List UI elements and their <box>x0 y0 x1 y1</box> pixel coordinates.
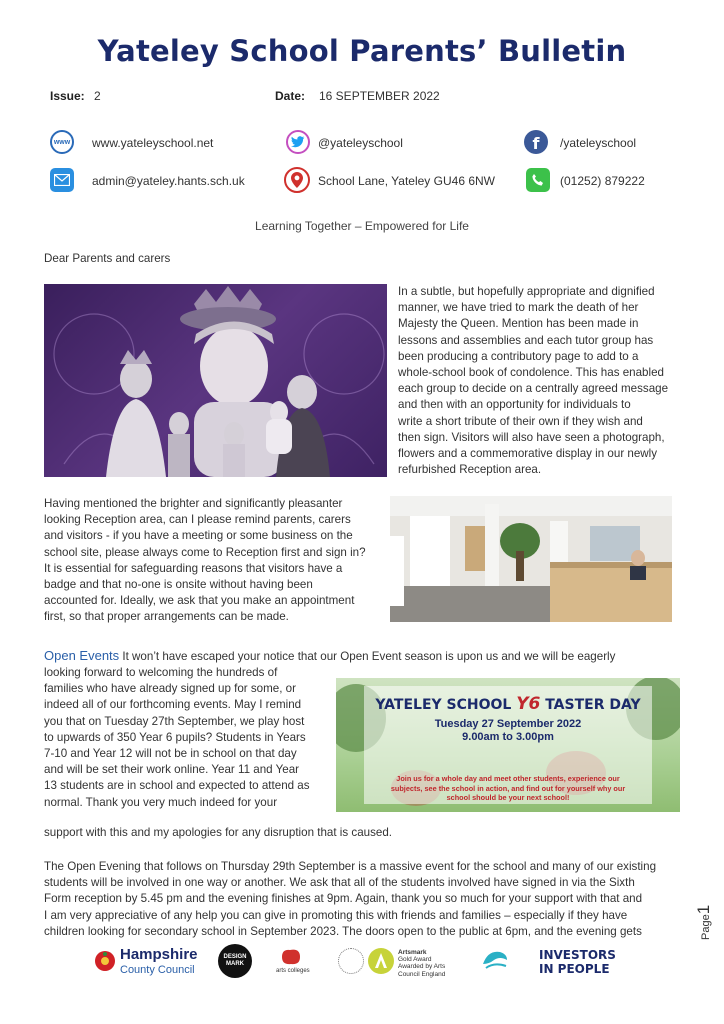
taster-day-poster <box>336 678 680 812</box>
artsmark-icon <box>368 948 394 974</box>
arts-colleges-icon <box>280 948 302 966</box>
arts-council-seal-icon <box>338 948 364 974</box>
issue-label: Issue: <box>50 89 85 103</box>
open-evening-paragraph: The Open Evening that follows on Thursday 29th September is a massive event for the school and many of our existing students will be involved in one way or another. We ask that all of the students involved have signed in via the Sixth Form reception by 5.45 pm and the evening finishes at 9pm. Again, thank you so much for your support with that and I am very appreciative of any help you can give in promoting this with friends and families – especially if they have children looking for secondary school in September 2023. The doors open to the public at 6pm, and the evening gets <box>44 860 657 938</box>
open-events-last-line: support with this and my apologies for any disruption that is caused. <box>44 826 393 839</box>
investors-in-people-logo: INVESTORS IN PEOPLE <box>539 948 616 976</box>
date-value: 16 SEPTEMBER 2022 <box>319 89 440 103</box>
queen-paragraph: In a subtle, but hopefully appropriate and dignified manner, we have tried to mark the death of her Majesty the Queen. Mention has been made in lessons and assemblies and each tutor group has been producing a contributory page to add to a whole-school book of condolence. This has enabled each group to decide on a centrally agreed message and then with an opportunity for individuals to write a short tribute of their own if they wish and then sign. Visitors will also have seen a photograph, flowers and a commemorative display in our newly refurbished Reception area. <box>398 285 669 477</box>
open-events-paragraph: looking forward to welcoming the hundreds of families who have already signed up for some, or indeed all of our forthcoming events. May I remind you that on Tuesday 27th September, we play host to upwards of 350 Year 6 pupils? Students in Years 7-10 and Year 12 will not be in school on that day and will be set their work online. Year 11 and Year 13 students are in school and expected to attend as normal. Thank you very much indeed for your <box>44 666 310 809</box>
taster-title: YATELEY SCHOOL Y6 TASTER DAY <box>375 694 641 714</box>
issue-value: 2 <box>94 89 101 103</box>
date-label: Date: <box>275 89 306 103</box>
taster-blurb: Join us for a whole day and meet other students, experience our subjects, see the school in action, and find out for yourself why our school should be your next school! <box>390 774 626 802</box>
location-pin-icon <box>284 167 310 193</box>
school-motto: Learning Together – Empowered for Life <box>255 219 469 233</box>
queen-tribute-image <box>44 284 387 477</box>
taster-date: Tuesday 27 September 2022 <box>434 718 582 730</box>
taster-time: 9.00am to 3.00pm <box>462 731 554 743</box>
facebook-icon: f <box>524 130 548 154</box>
reception-paragraph: Having mentioned the brighter and significantly pleasanter looking Reception area, can I please remind parents, carers and visitors - if you have a meeting or some business on the school site, please always come to Reception first and sign in? It is essential for safeguarding reasons that visitors have a badge and that no-one is onsite without having been accounted for. Ideally, we ask that you make an appointment first, so that proper arrangements can be made. <box>44 497 366 624</box>
school-address: School Lane, Yateley GU46 6NW <box>318 174 495 188</box>
open-events-first-line: Open Events It won’t have escaped your notice that our Open Event season is upon us and we will be eagerly <box>44 648 616 663</box>
open-events-heading: Open Events <box>44 648 120 663</box>
reception-area-photo <box>390 496 672 622</box>
tudor-rose-icon <box>94 950 116 972</box>
website-link[interactable]: www.yateleyschool.net <box>92 136 214 150</box>
greeting: Dear Parents and carers <box>44 252 171 265</box>
twitter-icon <box>286 130 310 154</box>
email-icon <box>50 168 74 192</box>
twitter-handle[interactable]: @yateleyschool <box>318 136 403 150</box>
hampshire-logo-text: Hampshire <box>120 946 198 963</box>
bulletin-title: Yateley School Parents’ Bulletin <box>97 34 627 68</box>
artsmark-text: Artsmark Gold Award Awarded by Arts Council England <box>398 949 446 978</box>
hampshire-logo-sub: County Council <box>120 964 195 976</box>
page-number: Page1 <box>694 904 713 940</box>
wave-logo-icon <box>480 946 510 976</box>
phone-icon <box>526 168 550 192</box>
arts-colleges-text: arts colleges <box>276 968 310 974</box>
email-address[interactable]: admin@yateley.hants.sch.uk <box>92 174 245 188</box>
globe-icon: www <box>50 130 74 154</box>
facebook-handle[interactable]: /yateleyschool <box>560 136 637 150</box>
phone-number[interactable]: (01252) 879222 <box>560 174 645 188</box>
design-mark-logo: DESIGN MARK <box>218 944 252 978</box>
